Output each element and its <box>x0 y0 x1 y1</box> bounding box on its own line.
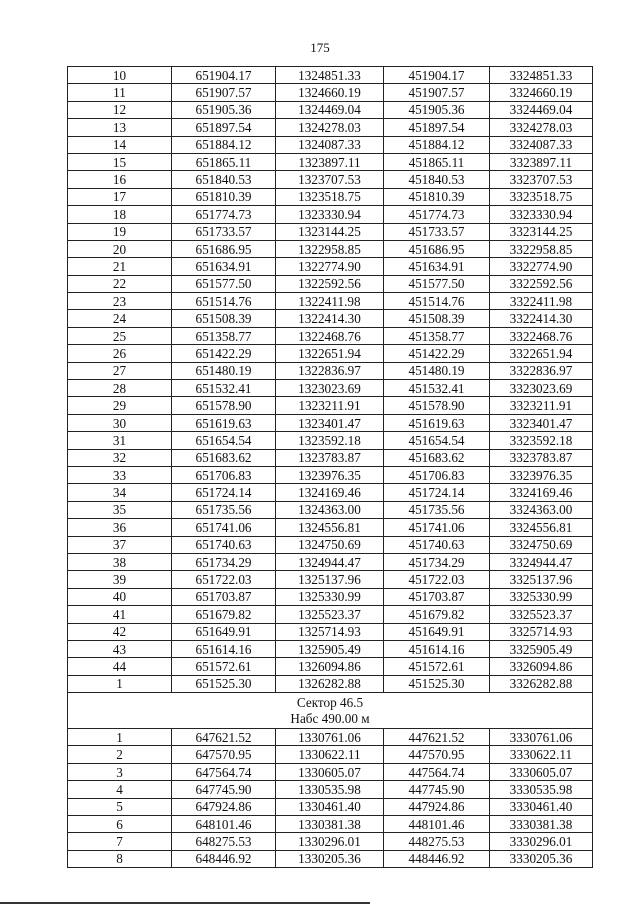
point-number-cell: 20 <box>68 240 172 257</box>
table-row <box>68 571 593 588</box>
point-number-cell: 23 <box>68 293 172 310</box>
table-row <box>68 223 593 240</box>
x-local-cell: 451578.90 <box>384 397 490 414</box>
y-coordinate-cell: 1330535.98 <box>276 781 384 798</box>
y-coordinate-cell: 1324169.46 <box>276 484 384 501</box>
point-number-cell: 32 <box>68 449 172 466</box>
point-number-cell: 7 <box>68 833 172 850</box>
point-number-cell: 15 <box>68 153 172 170</box>
y-local-cell: 3322411.98 <box>490 293 593 310</box>
y-local-cell: 3322836.97 <box>490 362 593 379</box>
point-number-cell: 19 <box>68 223 172 240</box>
y-local-cell: 3322468.76 <box>490 327 593 344</box>
x-local-cell: 451840.53 <box>384 171 490 188</box>
x-local-cell: 451740.63 <box>384 536 490 553</box>
y-coordinate-cell: 1324469.04 <box>276 101 384 118</box>
table-row <box>68 746 593 763</box>
y-local-cell: 3324851.33 <box>490 67 593 84</box>
y-coordinate-cell: 1322774.90 <box>276 258 384 275</box>
y-coordinate-cell: 1324944.47 <box>276 553 384 570</box>
x-local-cell: 451741.06 <box>384 519 490 536</box>
y-coordinate-cell: 1330296.01 <box>276 833 384 850</box>
y-coordinate-cell: 1322651.94 <box>276 345 384 362</box>
point-number-cell: 14 <box>68 136 172 153</box>
table-row <box>68 414 593 431</box>
table-row <box>68 675 593 692</box>
x-local-cell: 451897.54 <box>384 119 490 136</box>
x-local-cell: 451614.16 <box>384 640 490 657</box>
x-local-cell: 451907.57 <box>384 84 490 101</box>
y-local-cell: 3326282.88 <box>490 675 593 692</box>
point-number-cell: 27 <box>68 362 172 379</box>
x-local-cell: 451654.54 <box>384 432 490 449</box>
table-row <box>68 310 593 327</box>
y-local-cell: 3324087.33 <box>490 136 593 153</box>
table-row <box>68 119 593 136</box>
point-number-cell: 30 <box>68 414 172 431</box>
table-row <box>68 763 593 780</box>
y-coordinate-cell: 1330622.11 <box>276 746 384 763</box>
x-coordinate-cell: 648275.53 <box>172 833 276 850</box>
x-coordinate-cell: 651525.30 <box>172 675 276 692</box>
table-row <box>68 640 593 657</box>
y-local-cell: 3330605.07 <box>490 763 593 780</box>
y-local-cell: 3324363.00 <box>490 501 593 518</box>
y-coordinate-cell: 1323897.11 <box>276 153 384 170</box>
y-coordinate-cell: 1330461.40 <box>276 798 384 815</box>
x-coordinate-cell: 651614.16 <box>172 640 276 657</box>
y-local-cell: 3322592.56 <box>490 275 593 292</box>
x-local-cell: 451722.03 <box>384 571 490 588</box>
point-number-cell: 33 <box>68 466 172 483</box>
y-coordinate-cell: 1325523.37 <box>276 606 384 623</box>
point-number-cell: 1 <box>68 675 172 692</box>
x-local-cell: 451649.91 <box>384 623 490 640</box>
point-number-cell: 2 <box>68 746 172 763</box>
x-local-cell: 447924.86 <box>384 798 490 815</box>
y-local-cell: 3322651.94 <box>490 345 593 362</box>
y-local-cell: 3324278.03 <box>490 119 593 136</box>
x-local-cell: 451422.29 <box>384 345 490 362</box>
x-coordinate-cell: 651733.57 <box>172 223 276 240</box>
x-coordinate-cell: 651654.54 <box>172 432 276 449</box>
x-coordinate-cell: 651884.12 <box>172 136 276 153</box>
x-coordinate-cell: 647924.86 <box>172 798 276 815</box>
table-row <box>68 519 593 536</box>
x-coordinate-cell: 651741.06 <box>172 519 276 536</box>
y-local-cell: 3325330.99 <box>490 588 593 605</box>
table-row <box>68 380 593 397</box>
x-coordinate-cell: 651679.82 <box>172 606 276 623</box>
table-row <box>68 729 593 746</box>
point-number-cell: 44 <box>68 658 172 675</box>
x-local-cell: 451619.63 <box>384 414 490 431</box>
y-coordinate-cell: 1322414.30 <box>276 310 384 327</box>
x-coordinate-cell: 647570.95 <box>172 746 276 763</box>
x-local-cell: 451735.56 <box>384 501 490 518</box>
y-local-cell: 3324944.47 <box>490 553 593 570</box>
x-coordinate-cell: 651683.62 <box>172 449 276 466</box>
y-local-cell: 3330205.36 <box>490 850 593 867</box>
y-local-cell: 3324750.69 <box>490 536 593 553</box>
y-local-cell: 3323211.91 <box>490 397 593 414</box>
table-row <box>68 501 593 518</box>
x-coordinate-cell: 651706.83 <box>172 466 276 483</box>
y-coordinate-cell: 1326094.86 <box>276 658 384 675</box>
point-number-cell: 5 <box>68 798 172 815</box>
y-local-cell: 3323783.87 <box>490 449 593 466</box>
point-number-cell: 8 <box>68 850 172 867</box>
x-local-cell: 448275.53 <box>384 833 490 850</box>
x-local-cell: 451905.36 <box>384 101 490 118</box>
x-coordinate-cell: 651735.56 <box>172 501 276 518</box>
x-local-cell: 451525.30 <box>384 675 490 692</box>
x-coordinate-cell: 651774.73 <box>172 206 276 223</box>
table-row <box>68 623 593 640</box>
table-row <box>68 781 593 798</box>
x-coordinate-cell: 651634.91 <box>172 258 276 275</box>
x-coordinate-cell: 651907.57 <box>172 84 276 101</box>
y-coordinate-cell: 1325330.99 <box>276 588 384 605</box>
x-coordinate-cell: 651840.53 <box>172 171 276 188</box>
x-local-cell: 451724.14 <box>384 484 490 501</box>
y-coordinate-cell: 1323518.75 <box>276 188 384 205</box>
table-row <box>68 850 593 867</box>
x-local-cell: 451480.19 <box>384 362 490 379</box>
x-coordinate-cell: 651734.29 <box>172 553 276 570</box>
y-local-cell: 3330296.01 <box>490 833 593 850</box>
y-local-cell: 3322958.85 <box>490 240 593 257</box>
x-local-cell: 451508.39 <box>384 310 490 327</box>
table-row <box>68 362 593 379</box>
x-local-cell: 447564.74 <box>384 763 490 780</box>
y-local-cell: 3325137.96 <box>490 571 593 588</box>
y-local-cell: 3323330.94 <box>490 206 593 223</box>
x-coordinate-cell: 651904.17 <box>172 67 276 84</box>
x-local-cell: 451514.76 <box>384 293 490 310</box>
table-row <box>68 658 593 675</box>
x-local-cell: 451733.57 <box>384 223 490 240</box>
y-coordinate-cell: 1322468.76 <box>276 327 384 344</box>
y-coordinate-cell: 1324851.33 <box>276 67 384 84</box>
point-number-cell: 12 <box>68 101 172 118</box>
y-local-cell: 3323518.75 <box>490 188 593 205</box>
x-coordinate-cell: 651508.39 <box>172 310 276 327</box>
y-coordinate-cell: 1324363.00 <box>276 501 384 518</box>
x-local-cell: 451810.39 <box>384 188 490 205</box>
section-header-row <box>68 693 593 729</box>
y-coordinate-cell: 1322958.85 <box>276 240 384 257</box>
x-local-cell: 451572.61 <box>384 658 490 675</box>
y-coordinate-cell: 1325714.93 <box>276 623 384 640</box>
table-row <box>68 553 593 570</box>
x-local-cell: 447745.90 <box>384 781 490 798</box>
x-local-cell: 448101.46 <box>384 816 490 833</box>
y-coordinate-cell: 1322836.97 <box>276 362 384 379</box>
y-local-cell: 3322774.90 <box>490 258 593 275</box>
point-number-cell: 36 <box>68 519 172 536</box>
x-coordinate-cell: 651619.63 <box>172 414 276 431</box>
x-coordinate-cell: 651480.19 <box>172 362 276 379</box>
point-number-cell: 41 <box>68 606 172 623</box>
y-coordinate-cell: 1324278.03 <box>276 119 384 136</box>
x-coordinate-cell: 651810.39 <box>172 188 276 205</box>
x-local-cell: 451774.73 <box>384 206 490 223</box>
point-number-cell: 38 <box>68 553 172 570</box>
table-row <box>68 432 593 449</box>
table-row <box>68 258 593 275</box>
point-number-cell: 11 <box>68 84 172 101</box>
x-coordinate-cell: 651740.63 <box>172 536 276 553</box>
x-local-cell: 451532.41 <box>384 380 490 397</box>
x-coordinate-cell: 651572.61 <box>172 658 276 675</box>
y-coordinate-cell: 1323592.18 <box>276 432 384 449</box>
table-row <box>68 188 593 205</box>
table-row <box>68 536 593 553</box>
table-row <box>68 449 593 466</box>
x-coordinate-cell: 651514.76 <box>172 293 276 310</box>
y-coordinate-cell: 1330381.38 <box>276 816 384 833</box>
x-coordinate-cell: 651422.29 <box>172 345 276 362</box>
y-coordinate-cell: 1323023.69 <box>276 380 384 397</box>
x-local-cell: 447570.95 <box>384 746 490 763</box>
x-coordinate-cell: 651865.11 <box>172 153 276 170</box>
x-coordinate-cell: 648101.46 <box>172 816 276 833</box>
y-local-cell: 3330622.11 <box>490 746 593 763</box>
y-coordinate-cell: 1326282.88 <box>276 675 384 692</box>
point-number-cell: 17 <box>68 188 172 205</box>
y-local-cell: 3323976.35 <box>490 466 593 483</box>
x-coordinate-cell: 651532.41 <box>172 380 276 397</box>
table-row <box>68 833 593 850</box>
x-coordinate-cell: 647745.90 <box>172 781 276 798</box>
table-row <box>68 101 593 118</box>
point-number-cell: 39 <box>68 571 172 588</box>
x-coordinate-cell: 651724.14 <box>172 484 276 501</box>
y-local-cell: 3325714.93 <box>490 623 593 640</box>
x-local-cell: 447621.52 <box>384 729 490 746</box>
x-coordinate-cell: 651897.54 <box>172 119 276 136</box>
y-local-cell: 3323023.69 <box>490 380 593 397</box>
table-row <box>68 484 593 501</box>
x-local-cell: 448446.92 <box>384 850 490 867</box>
table-row <box>68 798 593 815</box>
y-coordinate-cell: 1330761.06 <box>276 729 384 746</box>
section-header-cell <box>68 693 593 729</box>
y-local-cell: 3323592.18 <box>490 432 593 449</box>
x-local-cell: 451865.11 <box>384 153 490 170</box>
x-local-cell: 451634.91 <box>384 258 490 275</box>
x-coordinate-cell: 651703.87 <box>172 588 276 605</box>
x-coordinate-cell: 651578.90 <box>172 397 276 414</box>
y-coordinate-cell: 1324750.69 <box>276 536 384 553</box>
y-local-cell: 3325905.49 <box>490 640 593 657</box>
point-number-cell: 3 <box>68 763 172 780</box>
y-local-cell: 3323707.53 <box>490 171 593 188</box>
y-local-cell: 3323401.47 <box>490 414 593 431</box>
y-coordinate-cell: 1325905.49 <box>276 640 384 657</box>
y-local-cell: 3330381.38 <box>490 816 593 833</box>
y-coordinate-cell: 1322592.56 <box>276 275 384 292</box>
table-row <box>68 206 593 223</box>
y-coordinate-cell: 1324556.81 <box>276 519 384 536</box>
page-number: 175 <box>310 40 330 55</box>
y-coordinate-cell: 1324087.33 <box>276 136 384 153</box>
coordinates-table <box>67 66 593 868</box>
x-local-cell: 451358.77 <box>384 327 490 344</box>
coordinates-table-wrapper <box>67 66 592 868</box>
y-coordinate-cell: 1325137.96 <box>276 571 384 588</box>
y-coordinate-cell: 1323976.35 <box>276 466 384 483</box>
point-number-cell: 22 <box>68 275 172 292</box>
x-coordinate-cell: 651577.50 <box>172 275 276 292</box>
point-number-cell: 13 <box>68 119 172 136</box>
y-local-cell: 3326094.86 <box>490 658 593 675</box>
y-local-cell: 3324469.04 <box>490 101 593 118</box>
y-local-cell: 3330461.40 <box>490 798 593 815</box>
x-coordinate-cell: 648446.92 <box>172 850 276 867</box>
y-coordinate-cell: 1324660.19 <box>276 84 384 101</box>
footer-rule <box>0 902 370 904</box>
point-number-cell: 4 <box>68 781 172 798</box>
x-coordinate-cell: 651358.77 <box>172 327 276 344</box>
x-local-cell: 451884.12 <box>384 136 490 153</box>
x-local-cell: 451679.82 <box>384 606 490 623</box>
x-coordinate-cell: 647621.52 <box>172 729 276 746</box>
y-local-cell: 3322414.30 <box>490 310 593 327</box>
y-coordinate-cell: 1323330.94 <box>276 206 384 223</box>
y-local-cell: 3330535.98 <box>490 781 593 798</box>
x-local-cell: 451904.17 <box>384 67 490 84</box>
point-number-cell: 16 <box>68 171 172 188</box>
point-number-cell: 37 <box>68 536 172 553</box>
table-row <box>68 606 593 623</box>
y-local-cell: 3330761.06 <box>490 729 593 746</box>
y-coordinate-cell: 1322411.98 <box>276 293 384 310</box>
x-local-cell: 451686.95 <box>384 240 490 257</box>
point-number-cell: 10 <box>68 67 172 84</box>
x-local-cell: 451577.50 <box>384 275 490 292</box>
y-coordinate-cell: 1330205.36 <box>276 850 384 867</box>
x-local-cell: 451683.62 <box>384 449 490 466</box>
point-number-cell: 6 <box>68 816 172 833</box>
y-local-cell: 3324660.19 <box>490 84 593 101</box>
point-number-cell: 31 <box>68 432 172 449</box>
table-row <box>68 171 593 188</box>
table-row <box>68 240 593 257</box>
y-local-cell: 3323144.25 <box>490 223 593 240</box>
y-coordinate-cell: 1323707.53 <box>276 171 384 188</box>
point-number-cell: 40 <box>68 588 172 605</box>
y-coordinate-cell: 1323211.91 <box>276 397 384 414</box>
x-local-cell: 451703.87 <box>384 588 490 605</box>
point-number-cell: 25 <box>68 327 172 344</box>
y-local-cell: 3323897.11 <box>490 153 593 170</box>
x-local-cell: 451734.29 <box>384 553 490 570</box>
point-number-cell: 35 <box>68 501 172 518</box>
table-row <box>68 588 593 605</box>
y-local-cell: 3324556.81 <box>490 519 593 536</box>
point-number-cell: 42 <box>68 623 172 640</box>
x-local-cell: 451706.83 <box>384 466 490 483</box>
point-number-cell: 18 <box>68 206 172 223</box>
point-number-cell: 29 <box>68 397 172 414</box>
y-coordinate-cell: 1330605.07 <box>276 763 384 780</box>
point-number-cell: 1 <box>68 729 172 746</box>
table-row <box>68 136 593 153</box>
section-header-group <box>68 693 593 729</box>
x-coordinate-cell: 651686.95 <box>172 240 276 257</box>
section-title: Сектор 46.5 <box>296 695 364 711</box>
point-number-cell: 43 <box>68 640 172 657</box>
table-body-part-b <box>68 729 593 868</box>
table-row <box>68 293 593 310</box>
section-subtitle: Набс 490.00 м <box>290 711 370 727</box>
table-row <box>68 153 593 170</box>
y-coordinate-cell: 1323144.25 <box>276 223 384 240</box>
table-row <box>68 275 593 292</box>
point-number-cell: 34 <box>68 484 172 501</box>
y-coordinate-cell: 1323401.47 <box>276 414 384 431</box>
table-row <box>68 816 593 833</box>
point-number-cell: 26 <box>68 345 172 362</box>
x-coordinate-cell: 651905.36 <box>172 101 276 118</box>
table-row <box>68 397 593 414</box>
x-coordinate-cell: 647564.74 <box>172 763 276 780</box>
y-coordinate-cell: 1323783.87 <box>276 449 384 466</box>
table-row <box>68 327 593 344</box>
table-row <box>68 67 593 84</box>
point-number-cell: 28 <box>68 380 172 397</box>
table-row <box>68 466 593 483</box>
table-row <box>68 84 593 101</box>
table-row <box>68 345 593 362</box>
y-local-cell: 3324169.46 <box>490 484 593 501</box>
x-coordinate-cell: 651722.03 <box>172 571 276 588</box>
x-coordinate-cell: 651649.91 <box>172 623 276 640</box>
y-local-cell: 3325523.37 <box>490 606 593 623</box>
point-number-cell: 24 <box>68 310 172 327</box>
point-number-cell: 21 <box>68 258 172 275</box>
table-body-part-a <box>68 67 593 693</box>
